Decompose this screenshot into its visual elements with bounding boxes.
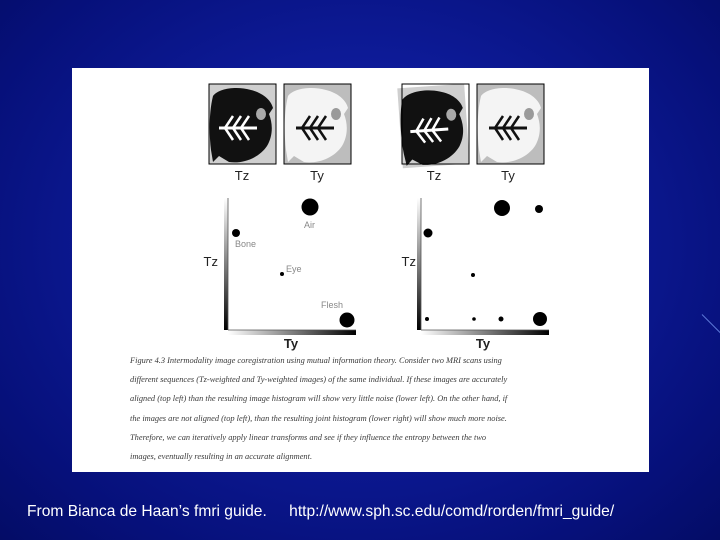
cluster-point <box>425 317 429 321</box>
cluster-eye <box>280 272 284 276</box>
cluster-flesh <box>340 313 355 328</box>
figure-caption <box>130 351 630 466</box>
cluster-point <box>499 317 504 322</box>
joint-histogram-misaligned <box>402 198 549 351</box>
caption-line: Figure 4.3 Intermodality image coregistration using mutual information theory. Consider two MRI scans using <box>130 356 502 365</box>
label-tz-right: Tz <box>426 168 442 183</box>
label-flesh: Flesh <box>321 300 344 310</box>
histogram-y-label-right: Tz <box>401 254 416 269</box>
image-ty-left <box>284 84 351 164</box>
label-ty-right: Ty <box>501 168 515 183</box>
label-air: Air <box>304 220 315 230</box>
caption-line: Therefore, we can iteratively apply linear transforms and see if they influence the entropy between the two <box>130 432 487 442</box>
caption-line: different sequences (Tz-weighted and Ty-weighted images) of the same individual. If these images are accurately <box>130 375 508 385</box>
caption-line: aligned (top left) than the resulting image histogram will show very little noise (lower left). On the other hand, if <box>130 394 508 404</box>
cluster-air <box>302 199 319 216</box>
joint-histogram-aligned <box>204 198 356 351</box>
caption-line: images, eventually resulting in an accurate alignment. <box>130 452 313 462</box>
footer-url[interactable]: http://www.sph.sc.edu/comd/rorden/fmri_guide/ <box>289 503 615 520</box>
decorative-line <box>702 314 720 333</box>
cluster-point <box>535 205 543 213</box>
label-tz-left: Tz <box>234 168 250 183</box>
histogram-x-label-left: Ty <box>283 336 299 351</box>
caption-line: the images are not aligned (top left), than the resulting joint histogram (lower right) will show much more noise. <box>130 413 507 423</box>
label-ty-left: Ty <box>310 168 324 183</box>
label-bone: Bone <box>235 239 257 249</box>
figure-panel <box>72 68 649 472</box>
image-ty-right <box>477 84 544 164</box>
cluster-point <box>472 317 476 321</box>
image-tz-right <box>397 84 469 168</box>
cluster-bone <box>232 229 240 237</box>
cluster-point <box>424 229 433 238</box>
slide-footer <box>27 503 614 521</box>
histogram-y-label-left: Tz <box>203 254 218 269</box>
label-eye: Eye <box>286 264 302 274</box>
histogram-x-label-right: Ty <box>475 336 491 351</box>
cluster-point <box>494 200 510 216</box>
cluster-point <box>533 312 547 326</box>
image-tz-left <box>209 84 276 164</box>
footer-credit: From Bianca de Haan’s fmri guide. <box>27 503 267 520</box>
cluster-point <box>471 273 475 277</box>
